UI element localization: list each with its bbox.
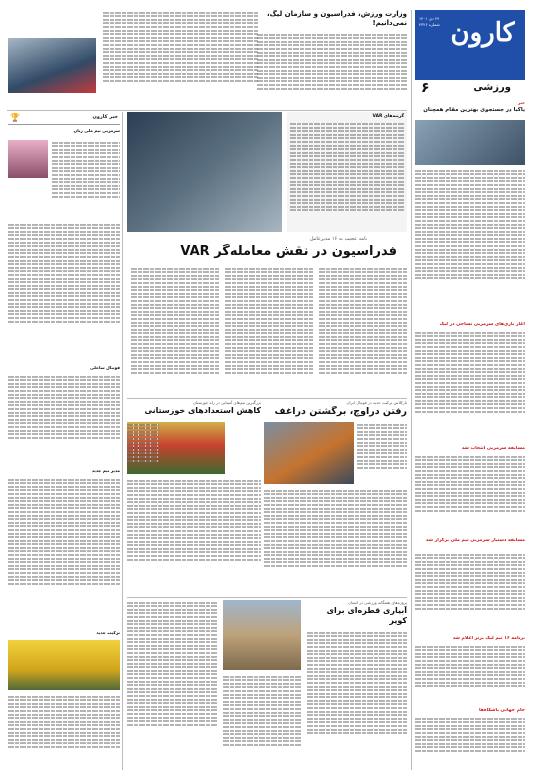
var-sidebar bbox=[287, 112, 407, 232]
masthead-brand: کارون bbox=[450, 18, 515, 48]
bottom-story-body-2 bbox=[223, 674, 301, 770]
right-story-sub-3: مسابقه دستیار سرمربی تیم ملی برگزار شد bbox=[425, 538, 525, 543]
left-top-photo bbox=[8, 38, 96, 93]
var-body-1 bbox=[319, 266, 407, 396]
left-top-story bbox=[8, 10, 258, 108]
left-column-header bbox=[8, 112, 120, 125]
right-story bbox=[415, 100, 525, 770]
middle-story-1-kicker: بزرگترین تیم‌های آسیایی در راه خوزستان bbox=[193, 400, 261, 405]
top-divider bbox=[7, 110, 407, 111]
right-story-title: یاکبا در جستجوی بهترین مقام همچنان bbox=[423, 106, 525, 113]
left-column-photo-1 bbox=[8, 140, 48, 178]
left-column-heading-4: مدیر تیم جدید bbox=[91, 468, 120, 473]
middle-story-2-sidebody bbox=[357, 422, 407, 484]
var-sidebar-title: گزینه‌های VAR bbox=[372, 114, 404, 119]
right-story-body-1 bbox=[415, 168, 525, 318]
left-column-heading-1: خبر کارون bbox=[92, 114, 118, 120]
right-story-body-2 bbox=[415, 330, 525, 442]
top-story bbox=[257, 10, 407, 108]
right-story-sub-4: برنامه ۱۶ تیم لیگ برتر اعلام شد bbox=[452, 636, 525, 641]
middle-story-2 bbox=[264, 400, 407, 595]
var-sidebar-body bbox=[287, 123, 407, 211]
section-title: ورزشی bbox=[473, 82, 511, 93]
middle-story-2-body bbox=[264, 488, 407, 593]
masthead bbox=[415, 10, 525, 98]
right-story-body-5 bbox=[415, 644, 525, 704]
bottom-story-kicker: پروژه‌های هفتگانه ورزشی در استان bbox=[348, 600, 407, 605]
var-title: فدراسیون در نقش معامله‌گر VAR bbox=[180, 244, 397, 259]
left-column-heading-3: فوتبال ساحلی bbox=[90, 365, 120, 370]
left-column-photo-2 bbox=[8, 640, 120, 690]
left-column-heading-5: ترکیب جدید bbox=[96, 630, 120, 635]
bottom-story-body-3 bbox=[127, 600, 217, 770]
left-column bbox=[8, 112, 120, 770]
bottom-story-body-1 bbox=[307, 630, 407, 770]
right-story-sub-5: جام جهانی باشگاه‌ها bbox=[478, 708, 525, 713]
left-column-body-5 bbox=[8, 694, 120, 770]
bottom-story-photo bbox=[223, 600, 301, 670]
bottom-story-title: آبیاری قطره‌ای برای کویر bbox=[326, 606, 407, 625]
middle-story-2-photo bbox=[264, 422, 354, 484]
middle-story-1-sidebody bbox=[127, 422, 159, 474]
var-body-3 bbox=[131, 266, 219, 396]
left-column-body-1 bbox=[52, 140, 120, 220]
trophy-icon: 🏆 bbox=[10, 113, 20, 122]
bottom-story bbox=[127, 600, 407, 770]
right-story-body-3 bbox=[415, 454, 525, 534]
masthead-issue: شماره ۴۳۲۶ bbox=[419, 22, 440, 27]
column-divider-right bbox=[411, 10, 412, 770]
var-kicker: نامه عجیب به ۱۶ مدیرعامل bbox=[309, 236, 367, 242]
middle-story-2-kicker: بارکلاس ترکیب جدید در فوتبال ایران bbox=[346, 400, 407, 405]
left-top-story-body bbox=[103, 10, 258, 108]
var-body-2 bbox=[225, 266, 313, 396]
var-story bbox=[127, 112, 407, 397]
right-story-tag: خبر bbox=[517, 100, 525, 105]
right-story-photo bbox=[415, 120, 525, 165]
middle-story-2-title: رفتن دراوچ، برگشتن دراغف bbox=[274, 406, 407, 417]
top-story-title: وزارت ورزش، فدراسیون و سازمان لیگ، نمی‌دانیم! bbox=[266, 10, 407, 27]
masthead-logo-block bbox=[415, 10, 525, 80]
right-story-body-6 bbox=[415, 716, 525, 766]
page-number: ۶ bbox=[421, 80, 430, 96]
left-column-body-2 bbox=[8, 222, 120, 362]
left-column-body-3 bbox=[8, 374, 120, 464]
middle-divider-1 bbox=[127, 398, 407, 399]
right-story-sub-1: آغاز بازی‌های سرمربی نساجی در لیگ bbox=[439, 322, 525, 327]
column-divider-left bbox=[122, 112, 123, 770]
top-story-body bbox=[257, 32, 407, 108]
left-column-body-4 bbox=[8, 477, 120, 627]
masthead-date: ۲۴ دی ۱۴۰۱ bbox=[419, 16, 440, 21]
right-story-sub-2: مسابقه سرمربی انتخاب شد bbox=[461, 446, 525, 451]
left-column-heading-2: سرمربی تیم ملی زنان bbox=[73, 128, 120, 133]
middle-story-1-title: کاهش استعدادهای خوزستانی bbox=[144, 406, 261, 415]
middle-divider-2 bbox=[127, 597, 407, 598]
right-story-body-4 bbox=[415, 552, 525, 632]
middle-story-1 bbox=[127, 400, 261, 595]
var-story-photo bbox=[127, 112, 282, 232]
middle-story-1-body bbox=[127, 478, 261, 593]
